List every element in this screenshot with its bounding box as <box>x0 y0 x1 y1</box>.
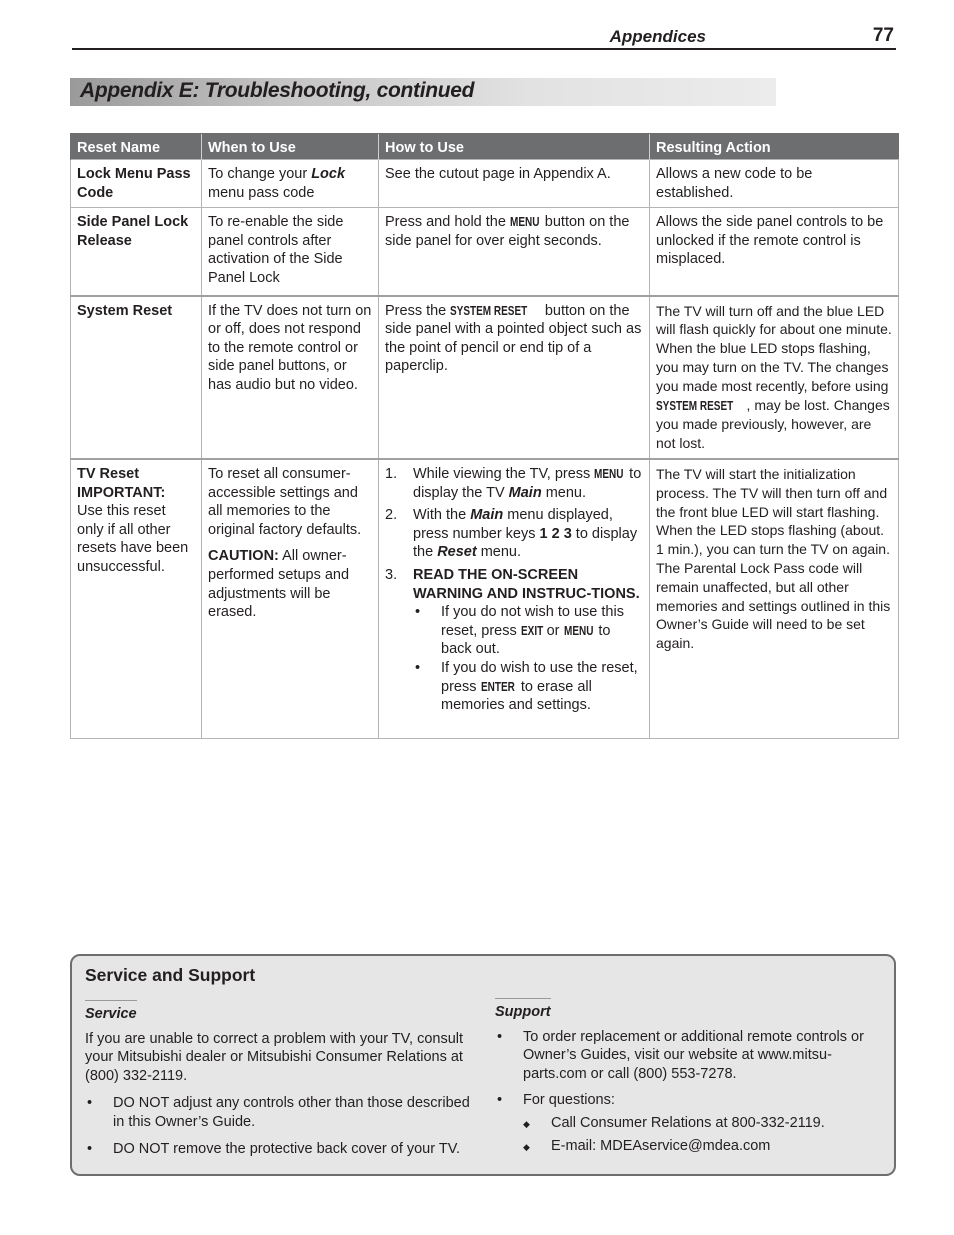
enter-key-label: ENTER <box>480 679 515 694</box>
list-item: • To order replacement or additional remote controls or Owner’s Guides, visit our website at www.mitsu-parts.com or call (800) 553-7278. <box>497 1028 864 1082</box>
support-bullets <box>495 1028 885 1156</box>
menu-key-label: MENU <box>594 467 624 482</box>
how-cell: Press and hold the MENU button on the side panel for over eight seconds. <box>379 208 650 296</box>
how-cell <box>379 459 650 738</box>
list-item: • DO NOT adjust any controls other than those described in this Owner’s Guide. <box>87 1095 470 1130</box>
contact-list <box>523 1114 885 1155</box>
service-text: If you are unable to correct a problem with your TV, consult your Mitsubishi dealer or Mitsubishi Consumer Relations at (800) 332-2119. <box>85 1030 464 1084</box>
appendix-title: Appendix E: Troubleshooting, continued <box>80 79 475 102</box>
service-column <box>85 1000 475 1166</box>
how-cell: See the cutout page in Appendix A. <box>379 160 650 208</box>
when-text: To reset all consumer-accessible settings and all memories to the original factory defaults. <box>208 466 362 538</box>
bullet-item: • If you do wish to use the reset, press ENTER to erase all memories and settings. <box>415 660 638 714</box>
menu-key-label: MENU <box>509 215 540 230</box>
table-row <box>71 208 899 296</box>
menu-key-label: MENU <box>563 623 593 638</box>
lock-menu-ref: Lock <box>311 166 346 182</box>
reset-name-cell: Side Panel Lock Release <box>71 208 202 296</box>
result-cell: Allows a new code to be established. <box>650 160 899 208</box>
section-title: Appendices <box>609 27 706 46</box>
service-heading: Service <box>85 1000 137 1024</box>
how-cell: Press the SYSTEM RESET button on the side panel with a pointed object such as the point of pencil or end tip of a paperclip. <box>379 296 650 459</box>
page-number: 77 <box>872 25 894 46</box>
when-cell: To change your Lock menu pass code <box>202 160 379 208</box>
when-cell: To re-enable the side panel controls after activation of the Side Panel Lock <box>202 208 379 296</box>
system-reset-key-label: SYSTEM RESET <box>656 398 734 413</box>
table-row <box>71 160 899 208</box>
when-cell: If the TV does not turn on or off, does not respond to the remote control or side panel buttons, or has audio but no video. <box>202 296 379 459</box>
column-header: How to Use <box>379 134 650 160</box>
table-row <box>71 296 899 459</box>
reset-name-cell <box>71 459 202 738</box>
list-item: ◆ Call Consumer Relations at 800-332-2119. <box>523 1114 885 1133</box>
diamond-bullet-icon: ◆ <box>523 1118 530 1129</box>
reset-table <box>70 133 899 739</box>
bullet-item: • If you do not wish to use this reset, press EXIT or MENU to back out. <box>415 604 624 658</box>
step-item: 3. READ THE ON-SCREEN WARNING AND INSTRUC-TIONS. • If you do not wish to use this reset, press EXIT or MENU to back out. • If you do wish to use the reset, press ENTER to erase all memories and settings. <box>385 566 643 715</box>
reset-name: TV Reset <box>77 466 140 483</box>
column-header: Resulting Action <box>650 134 899 160</box>
when-cell <box>202 459 379 738</box>
result-cell: The TV will start the initialization process. The TV will then turn off and the front blue LED will start flashing. When the LED stops flashing (about. 1 min.), you can turn the TV on again. The Parental Lock Pass code will remain unaffected, but all other memories and settings outlined in this Owner’s Guide will need to be set again. <box>650 459 899 738</box>
list-item: • For questions: ◆ Call Consumer Relations at 800-332-2119. ◆ E-mail: MDEAservice@mdea.com <box>495 1091 885 1155</box>
important-label: IMPORTANT: <box>77 484 166 501</box>
support-column <box>495 1000 885 1163</box>
column-header: Reset Name <box>71 134 202 160</box>
steps-list <box>385 465 643 715</box>
result-cell: The TV will turn off and the blue LED will flash quickly for about one minute. When the blue LED stops flashing, you may turn on the TV. The changes you made most recently, before using SYSTEM RESET , may be lost. Changes you made previously, however, are not lost. <box>650 296 899 459</box>
result-cell: Allows the side panel controls to be unlocked if the remote control is misplaced. <box>650 208 899 296</box>
exit-key-label: EXIT <box>520 623 544 638</box>
system-reset-key-label: SYSTEM RESET <box>450 303 528 318</box>
support-title: Service and Support <box>85 965 256 985</box>
service-support-box <box>70 954 896 1176</box>
table-row <box>71 459 899 738</box>
list-item: • DO NOT remove the protective back cover of your TV. <box>87 1140 461 1157</box>
table-header-row <box>71 134 899 160</box>
page-header <box>72 24 896 50</box>
support-heading: Support <box>495 998 551 1022</box>
step-item: 1. While viewing the TV, press MENU to display the TV Main menu. <box>385 466 642 501</box>
column-header: When to Use <box>202 134 379 160</box>
service-bullets <box>85 1094 475 1158</box>
step-item: 2. With the Main menu displayed, press number keys 1 2 3 to display the Reset menu. <box>385 507 638 561</box>
appendix-title-band <box>70 78 776 106</box>
caution-text: CAUTION: All owner-performed setups and adjustments will be erased. <box>208 548 350 621</box>
list-item: ◆ E-mail: MDEAservice@mdea.com <box>523 1137 885 1156</box>
diamond-bullet-icon: ◆ <box>523 1141 530 1152</box>
reset-name-cell: Lock Menu Pass Code <box>71 160 202 208</box>
important-note: Use this reset only if all other resets have been unsuccessful. <box>77 503 189 576</box>
reset-name-cell: System Reset <box>71 296 202 459</box>
sub-bullet-list <box>413 603 643 715</box>
